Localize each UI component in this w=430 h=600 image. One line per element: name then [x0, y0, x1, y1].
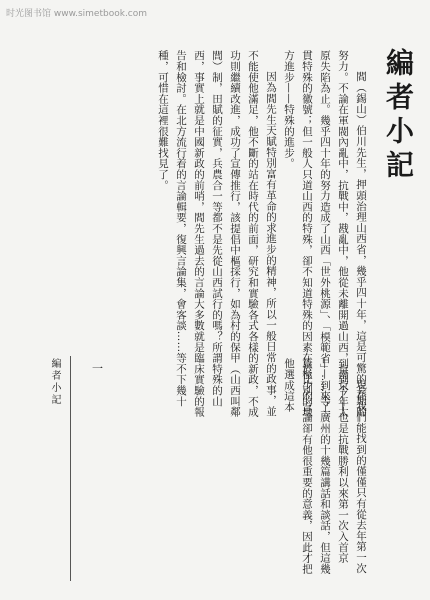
body-text-lower: [24, 358, 370, 578]
running-title: 編者小記: [49, 358, 60, 406]
page-number: 一: [92, 362, 103, 375]
page-title: 編者小記: [382, 48, 415, 184]
margin-rule: [70, 356, 71, 581]
watermark: 时光图书馆 www.simetbook.com: [6, 9, 148, 19]
paragraph: 閻（錫山）伯川先生，押頭治理山西省，幾乎四十年，這是可驚的長期的努力。不論在軍閥內亂中，抗戰中，戡亂中，他從未離開過山西，直到今年太原失陷為止。幾乎四十年的努力造成了山西「世外桃源」、「模範省」……等一貫特殊的徽號；但一般人只道山西的特殊，卻不知道特殊的因素在於比別的地方進步——特殊的進步。: [283, 50, 367, 418]
paragraph: 因為閻先生天賦特別富有革命的求進步的精神，所以一般日常的政事，並不能使他滿足，他不斷的站在時代的前面，研究和實驗各式各樣的新政，不成功則繼續改進，成功了宣傳推行，該提倡中樞採行，如為村的保甲（山西叫鄰閭）制，田賦的征實，兵農合一等都不是先從山西試行的嗎？所謂特殊的山西，事實上就是中國新政的前哨，閻先生過去的言論大多數就是臨床實驗的報告和檢討。在北方流行着的言論輯要，復興言論集，會客談……等不下幾十種，可惜在這裡很難找見了。: [157, 50, 277, 418]
paragraph: 現在我們能找到的僅僅只有從去年第一次到南京——也是抗戰勝利以來第一次入首京——到來了廣州的十幾篇講話和談話，但這幾篇極少的言論卻有他很重要的意義，因此才把他選成這本: [283, 358, 367, 574]
